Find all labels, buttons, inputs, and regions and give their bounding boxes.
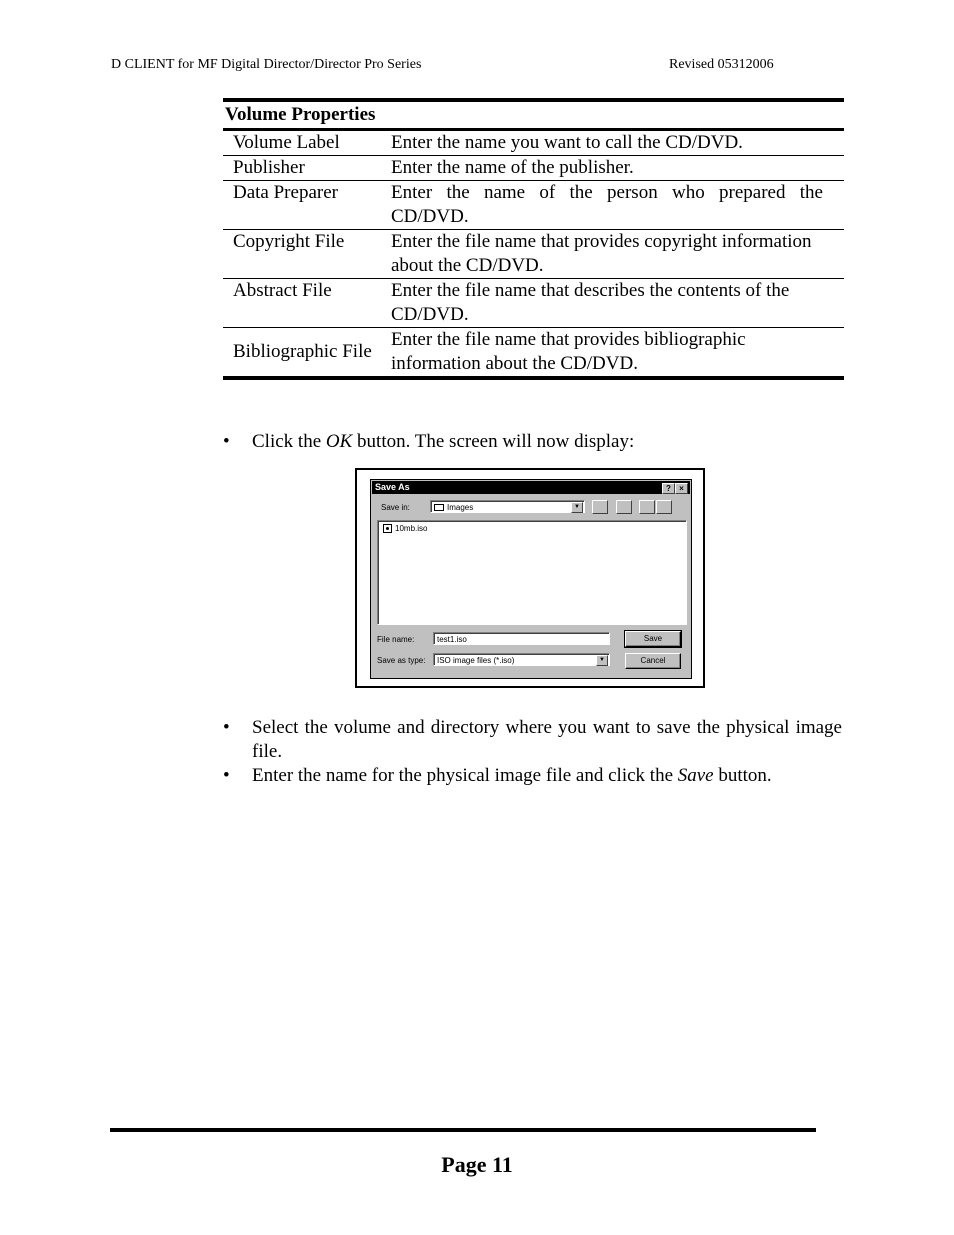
cancel-button[interactable]: Cancel [625, 653, 681, 669]
table-row [223, 328, 844, 376]
footer-rule [110, 1128, 816, 1132]
list-item[interactable] [383, 524, 427, 533]
property-name: Abstract File [233, 280, 332, 301]
new-folder-icon[interactable] [616, 500, 632, 514]
property-description: Enter the file name that provides bibliographic information about the CD/DVD. [391, 329, 746, 374]
save-type-value: ISO image files (*.iso) [437, 656, 515, 665]
bullet-text: Click the OK button. The screen will now display: [252, 431, 635, 452]
bullet-click-ok [223, 430, 842, 454]
header-revision: Revised 05312006 [669, 57, 774, 72]
bullet-enter-name [223, 764, 842, 788]
property-name: Bibliographic File [233, 341, 372, 362]
save-as-screenshot [355, 468, 705, 688]
save-type-dropdown[interactable] [433, 653, 610, 666]
close-button[interactable]: × [675, 483, 688, 494]
table-row [223, 156, 844, 181]
table-row [223, 181, 844, 230]
header-title: D CLIENT for MF Digital Director/Director Pro Series [111, 57, 422, 72]
property-name: Publisher [233, 157, 305, 178]
save-in-value: Images [447, 503, 474, 512]
file-item-name: 10mb.iso [395, 524, 428, 533]
property-description: Enter the file name that describes the contents of the CD/DVD. [391, 280, 790, 325]
table-row [223, 230, 844, 279]
save-in-label: Save in: [381, 503, 410, 512]
save-type-label: Save as type: [377, 656, 426, 665]
bullet-marker: • [223, 431, 230, 452]
save-button[interactable]: Save [625, 631, 681, 647]
chevron-down-icon[interactable]: ▼ [571, 502, 583, 513]
list-view-icon[interactable] [639, 500, 655, 514]
bullet-marker: • [223, 765, 230, 786]
chevron-down-icon[interactable]: ▼ [596, 655, 608, 666]
property-description: Enter the name of the person who prepared the CD/DVD. [391, 182, 823, 227]
save-as-dialog [370, 479, 692, 679]
bullet-text: Select the volume and directory where you want to save the physical image file. [252, 717, 842, 762]
help-button[interactable]: ? [662, 483, 675, 494]
property-name: Data Preparer [233, 182, 338, 203]
page-number: Page 11 [441, 1152, 513, 1177]
dialog-title-bar [372, 481, 690, 494]
property-description: Enter the name you want to call the CD/DVD. [391, 132, 743, 153]
file-list[interactable] [377, 520, 687, 625]
up-folder-icon[interactable] [592, 500, 608, 514]
bullet-text: Enter the name for the physical image file and click the Save button. [252, 765, 772, 786]
dialog-title: Save As [375, 482, 410, 492]
details-view-icon[interactable] [656, 500, 672, 514]
bullet-marker: • [223, 717, 230, 738]
bullet-select-volume [223, 716, 842, 764]
property-description: Enter the file name that provides copyright information about the CD/DVD. [391, 231, 812, 276]
iso-file-icon [383, 524, 392, 533]
folder-icon [434, 504, 444, 511]
volume-properties-table [223, 98, 844, 380]
table-bottom-rule [223, 376, 844, 380]
property-name: Copyright File [233, 231, 345, 252]
save-emphasis: Save [677, 765, 714, 786]
file-name-input[interactable]: test1.iso [433, 632, 610, 645]
save-in-dropdown[interactable] [430, 500, 585, 513]
ok-emphasis: OK [325, 431, 353, 452]
table-row [223, 279, 844, 328]
table-title: Volume Properties [225, 104, 376, 125]
table-row [223, 131, 844, 156]
property-name: Volume Label [233, 132, 340, 153]
property-description: Enter the name of the publisher. [391, 157, 634, 178]
file-name-label: File name: [377, 635, 415, 644]
